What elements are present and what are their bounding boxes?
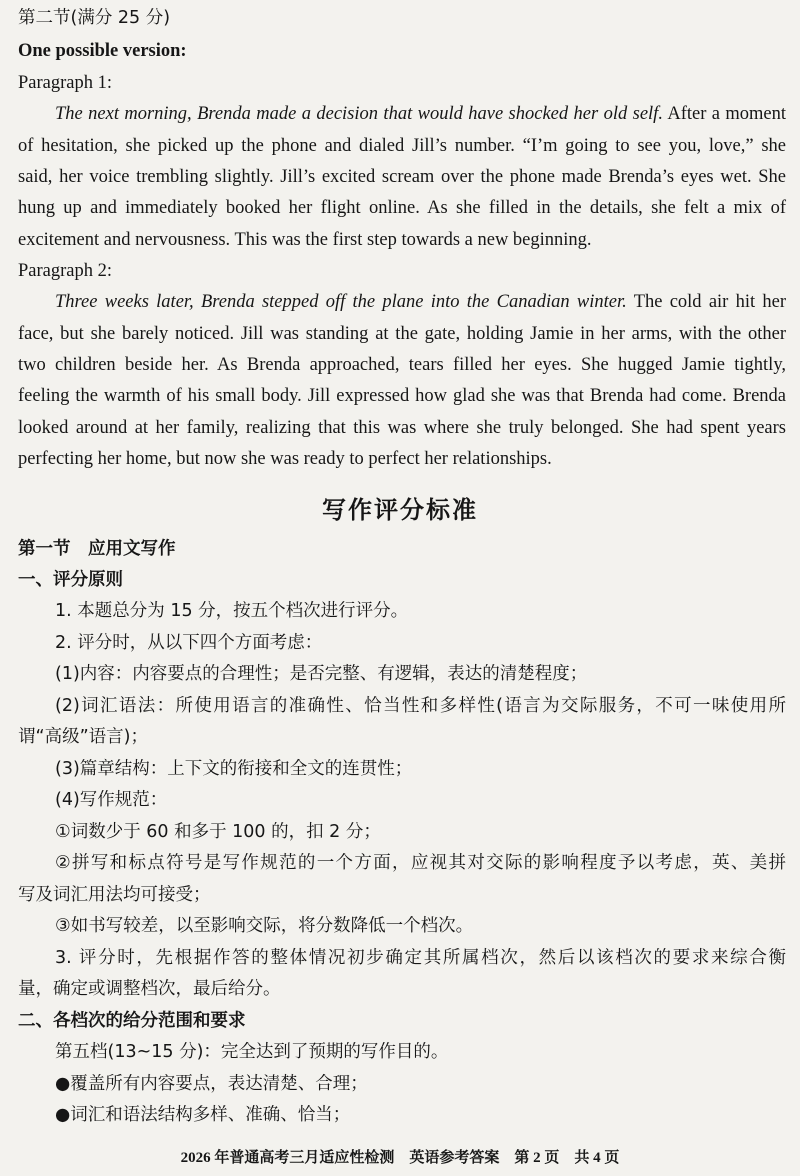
norm-handwriting: ③如书写较差，以至影响交际，将分数降低一个档次。: [55, 916, 474, 936]
section2-header: 第二节(满分 25 分): [18, 8, 171, 28]
principle-item: 1. 本题总分为 15 分，按五个档次进行评分。: [55, 601, 409, 621]
paragraph2-label: Paragraph 2:: [18, 261, 113, 281]
paragraph2-first-line: [55, 293, 786, 312]
paragraph2-line: two children beside her. As Brenda approached, tears filled her eyes. She hugged Jamie tightly,: [18, 355, 786, 375]
grade5-bullet: ●词汇和语法结构多样、准确、恰当；: [55, 1105, 351, 1125]
norm-word-count: ①词数少于 60 和多于 100 的，扣 2 分；: [55, 822, 381, 842]
principle-item-cont: 量，确定或调整档次，最后给分。: [18, 979, 281, 999]
grade5-title: 第五档(13~15 分)：完全达到了预期的写作目的。: [55, 1042, 449, 1062]
paragraph2-line: perfecting her home, but now she was ready to perfect her relationships.: [18, 449, 552, 469]
paragraph1-label: Paragraph 1:: [18, 73, 113, 93]
criterion-content: (1)内容：内容要点的合理性；是否完整、有逻辑，表达的清楚程度；: [55, 664, 588, 684]
rubric-title: 写作评分标准: [322, 496, 478, 524]
paragraph2-line: feeling the warmth of his small body. Jill expressed how glad she was that Brenda had come. Brenda: [18, 386, 786, 406]
criterion-language: (2)词汇语法：所使用语言的准确性、恰当性和多样性(语言为交际服务，不可一味使用所: [55, 696, 786, 716]
paragraph1-line: of hesitation, she picked up the phone and dialed Jill’s number. “I’m going to see you, love,” she: [18, 136, 786, 156]
paragraph1-line: hung up and immediately booked her flight online. As she filled in the details, she felt a mix of: [18, 198, 786, 218]
principle-item: 2. 评分时，从以下四个方面考虑：: [55, 633, 323, 653]
section1-heading: 第一节 应用文写作: [18, 539, 176, 559]
paragraph1-first-line: [55, 105, 786, 124]
paragraph1-lead: The next morning, Brenda made a decision that would have shocked her old self.: [55, 104, 663, 124]
norm-spelling-cont: 写及词汇用法均可接受；: [18, 885, 211, 905]
criterion-structure: (3)篇章结构：上下文的衔接和全文的连贯性；: [55, 759, 413, 779]
principle-item: 3. 评分时，先根据作答的整体情况初步确定其所属档次，然后以该档次的要求来综合衡: [55, 948, 786, 968]
paragraph2-first-line-rest: The cold air hit her: [633, 292, 786, 312]
paragraph2-lead: Three weeks later, Brenda stepped off the plane into the Canadian winter.: [55, 292, 627, 312]
grades-heading: 二、各档次的给分范围和要求: [18, 1011, 246, 1031]
paragraph1-line: said, her voice trembling slightly. Jill’s excited scream over the phone made Brenda’s eyes wet. She: [18, 167, 786, 187]
paragraph2-line: face, but she barely noticed. Jill was standing at the gate, holding Jamie in her arms, with the other: [18, 324, 786, 344]
version-heading: One possible version:: [18, 41, 187, 61]
paragraph1-first-line-rest: After a moment: [667, 104, 787, 124]
page-footer: 2026 年普通高考三月适应性检测 英语参考答案 第 2 页 共 4 页: [180, 1150, 620, 1166]
norm-spelling: ②拼写和标点符号是写作规范的一个方面，应视其对交际的影响程度予以考虑，英、美拼: [55, 853, 786, 873]
paragraph2-line: looked around at her family, realizing that this was where she truly belonged. She had spent years: [18, 418, 786, 438]
criterion-language-cont: 谓“高级”语言)；: [18, 727, 148, 747]
grade5-bullet: ●覆盖所有内容要点，表达清楚、合理；: [55, 1074, 368, 1094]
criterion-norms: (4)写作规范：: [55, 790, 168, 810]
paragraph1-line: excitement and nervousness. This was the first step towards a new beginning.: [18, 230, 592, 250]
principles-heading: 一、评分原则: [18, 570, 123, 590]
